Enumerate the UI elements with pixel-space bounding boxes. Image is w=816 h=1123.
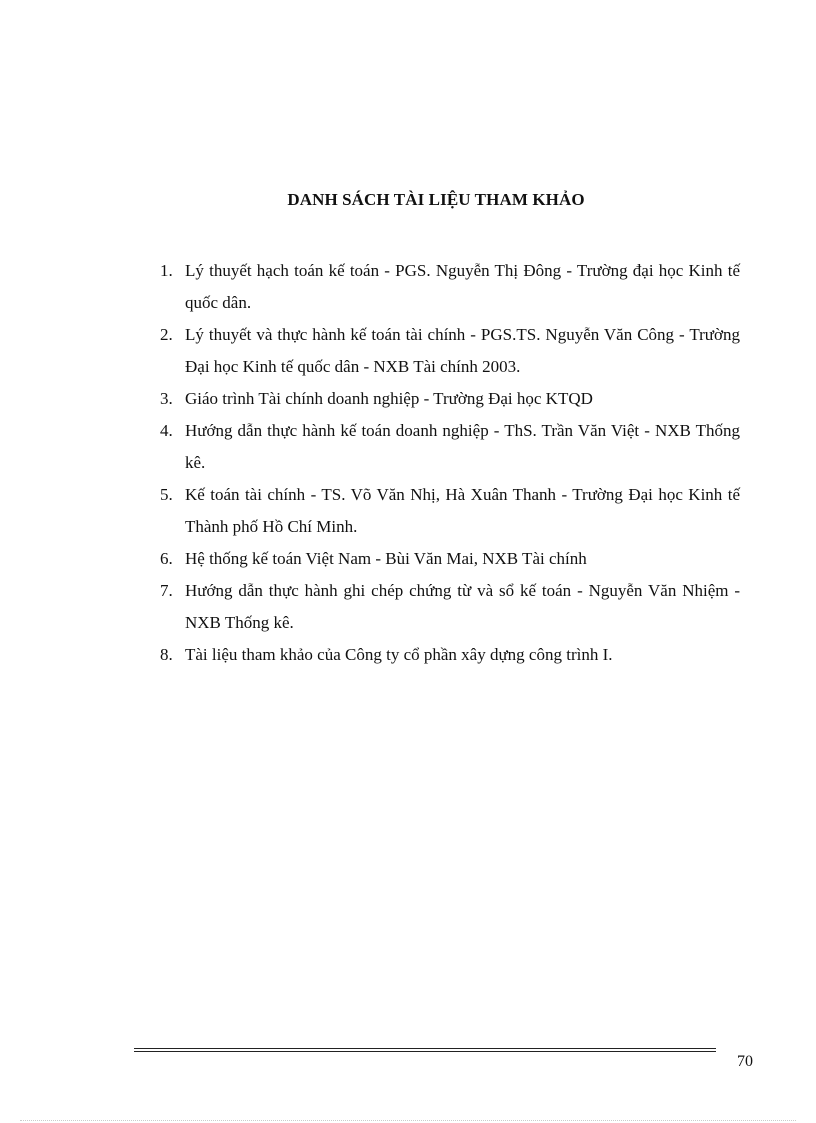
reference-text: Hệ thống kế toán Việt Nam - Bùi Văn Mai, NXB Tài chính (185, 549, 587, 568)
reference-text: Giáo trình Tài chính doanh nghiệp - Trường Đại học KTQD (185, 389, 593, 408)
reference-text: Tài liệu tham khảo của Công ty cổ phần xây dựng công trình I. (185, 645, 613, 664)
reference-item (160, 415, 740, 479)
reference-text: Hướng dẫn thực hành kế toán doanh nghiệp - ThS. Trần Văn Việt - NXB Thống kê. (185, 421, 740, 472)
reference-item (160, 319, 740, 383)
reference-item (160, 575, 740, 639)
page-number: 70 (737, 1053, 753, 1070)
reference-number: 1. (160, 261, 173, 280)
reference-number: 5. (160, 485, 173, 504)
reference-item (160, 383, 740, 415)
page-title: DANH SÁCH TÀI LIỆU THAM KHẢO (287, 190, 585, 209)
reference-number: 8. (160, 645, 173, 664)
reference-number: 2. (160, 325, 173, 344)
reference-number: 3. (160, 389, 173, 408)
page-edge-divider (20, 1120, 796, 1121)
reference-item (160, 255, 740, 319)
reference-item (160, 543, 740, 575)
reference-number: 7. (160, 581, 173, 600)
reference-text: Lý thuyết và thực hành kế toán tài chính - PGS.TS. Nguyễn Văn Công - Trường Đại học Kinh tế quốc dân - NXB Tài chính 2003. (185, 325, 740, 376)
reference-text: Kế toán tài chính - TS. Võ Văn Nhị, Hà Xuân Thanh - Trường Đại học Kinh tế Thành phố Hồ Chí Minh. (185, 485, 740, 536)
reference-number: 6. (160, 549, 173, 568)
reference-item (160, 639, 740, 671)
reference-text: Lý thuyết hạch toán kế toán - PGS. Nguyễn Thị Đông - Trường đại học Kinh tế quốc dân. (185, 261, 740, 312)
reference-text: Hướng dẫn thực hành ghi chép chứng từ và sổ kế toán - Nguyễn Văn Nhiệm - NXB Thống kê. (185, 581, 740, 632)
footer-divider (134, 1048, 716, 1052)
reference-item (160, 479, 740, 543)
reference-list (160, 255, 740, 671)
reference-number: 4. (160, 421, 173, 440)
